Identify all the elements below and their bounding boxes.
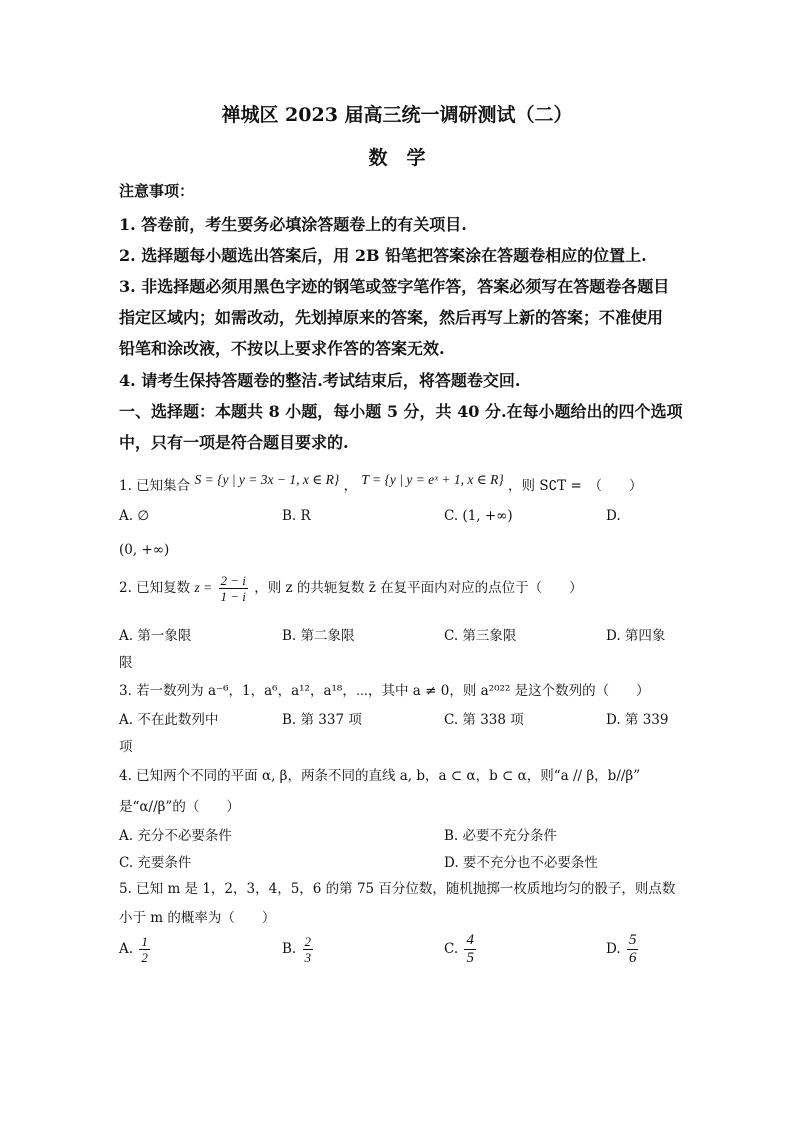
separator: ， bbox=[343, 478, 358, 494]
option-label: B. bbox=[282, 941, 297, 957]
set-s: S = {y | y = 3x − 1, x ∈ R} bbox=[194, 472, 340, 487]
section-heading: 一、选择题：本题共 8 小题，每小题 5 分，共 40 分.在每小题给出的四个选项 bbox=[119, 402, 683, 421]
numerator: 1 bbox=[141, 934, 148, 949]
option-b: B. 第 337 项 bbox=[282, 712, 362, 728]
option-label: D. bbox=[606, 941, 621, 957]
option-a: A. ∅ bbox=[119, 508, 150, 524]
exam-title: 禅城区 2023 届高三统一调研测试（二） bbox=[221, 104, 573, 126]
numerator: 2 bbox=[304, 934, 312, 949]
fraction bbox=[303, 934, 314, 965]
option-d-wrap: (0, +∞) bbox=[119, 542, 170, 558]
option-d bbox=[606, 932, 640, 967]
denominator: 5 bbox=[466, 950, 474, 966]
note-item: 3. 非选择题必须用黑色字迹的钢笔或签字笔作答，答案必须写在答题卷各题目 bbox=[119, 277, 670, 296]
fraction bbox=[627, 932, 639, 967]
option-d: D. 第四象 bbox=[606, 628, 666, 644]
option-b: B. 第二象限 bbox=[282, 628, 355, 644]
option-label: A. bbox=[119, 941, 134, 957]
fraction bbox=[139, 934, 150, 965]
question-2 bbox=[119, 573, 583, 604]
option-d-wrap: 限 bbox=[119, 655, 133, 671]
option-c: C. (1, +∞) bbox=[444, 508, 513, 524]
option-a: A. 不在此数列中 bbox=[119, 712, 219, 728]
subject-title: 数 学 bbox=[368, 147, 426, 169]
note-item: 1. 答卷前，考生要务必填涂答题卷上的有关项目. bbox=[119, 215, 467, 234]
note-item: 铅笔和涂改液，不按以上要求作答的答案无效. bbox=[119, 339, 445, 358]
denominator: 6 bbox=[628, 950, 637, 966]
option-a: A. 第一象限 bbox=[119, 628, 192, 644]
option-d: D. bbox=[606, 508, 621, 524]
question-5: 5. 已知 m 是 1，2，3，4，5，6 的第 75 百分位数，随机抛掷一枚质地均匀的骰子，则点数 bbox=[119, 881, 676, 897]
note-item: 指定区域内；如需改动，先划掉原来的答案，然后再写上新的答案；不准使用 bbox=[119, 308, 664, 327]
option-c bbox=[444, 932, 478, 967]
question-tail: ，则 S∁T = （ ） bbox=[508, 478, 643, 494]
question-5-cont: 小于 m 的概率为（ ） bbox=[119, 910, 276, 926]
option-b bbox=[282, 934, 315, 965]
option-b: B. 必要不充分条件 bbox=[444, 828, 558, 844]
option-d-wrap: 项 bbox=[119, 739, 133, 755]
z-equals: z = bbox=[194, 580, 213, 595]
question-stem: 1. 已知集合 bbox=[119, 478, 191, 494]
question-tail: ，则 z 的共轭复数 z̄ 在复平面内对应的点位于（ ） bbox=[254, 580, 583, 596]
set-t: T = {y | y = eˣ + 1, x ∈ R} bbox=[361, 472, 504, 487]
option-a bbox=[119, 934, 152, 965]
question-stem: 2. 已知复数 bbox=[119, 580, 191, 596]
fraction bbox=[464, 932, 476, 967]
section-heading-cont: 中，只有一项是符合题目要求的. bbox=[119, 433, 349, 452]
option-d: D. 要不充分也不必要条性 bbox=[444, 855, 598, 871]
option-c: C. 第 338 项 bbox=[444, 712, 524, 728]
denominator: 2 bbox=[141, 950, 148, 965]
question-3: 3. 若一数列为 a⁻⁶，1，a⁶，a¹²，a¹⁸，⋯，其中 a ≠ 0，则 a²⁰²² 是这个数列的（ ） bbox=[119, 683, 650, 699]
notes-heading: 注意事项： bbox=[119, 182, 195, 200]
note-item: 4. 请考生保持答题卷的整洁.考试结束后，将答题卷交回. bbox=[119, 371, 521, 390]
note-item: 2. 选择题每小题选出答案后，用 2B 铅笔把答案涂在答题卷相应的位置上. bbox=[119, 246, 647, 265]
option-c: C. 充要条件 bbox=[119, 855, 192, 871]
fraction bbox=[219, 573, 248, 604]
option-label: C. bbox=[444, 941, 459, 957]
denominator: 1 − i bbox=[220, 589, 246, 604]
question-4-cont: 是“α//β”的（ ） bbox=[119, 799, 240, 815]
question-4: 4. 已知两个不同的平面 α, β，两条不同的直线 a, b，a ⊂ α，b ⊂ α，则“a // β，b//β” bbox=[119, 768, 641, 784]
option-d: D. 第 339 bbox=[606, 712, 669, 728]
numerator: 5 bbox=[628, 932, 637, 948]
denominator: 3 bbox=[304, 950, 312, 965]
numerator: 4 bbox=[466, 932, 474, 948]
question-1 bbox=[119, 474, 643, 494]
numerator: 2 − i bbox=[220, 573, 246, 588]
option-b: B. R bbox=[282, 508, 311, 524]
option-a: A. 充分不必要条件 bbox=[119, 828, 232, 844]
option-c: C. 第三象限 bbox=[444, 628, 517, 644]
